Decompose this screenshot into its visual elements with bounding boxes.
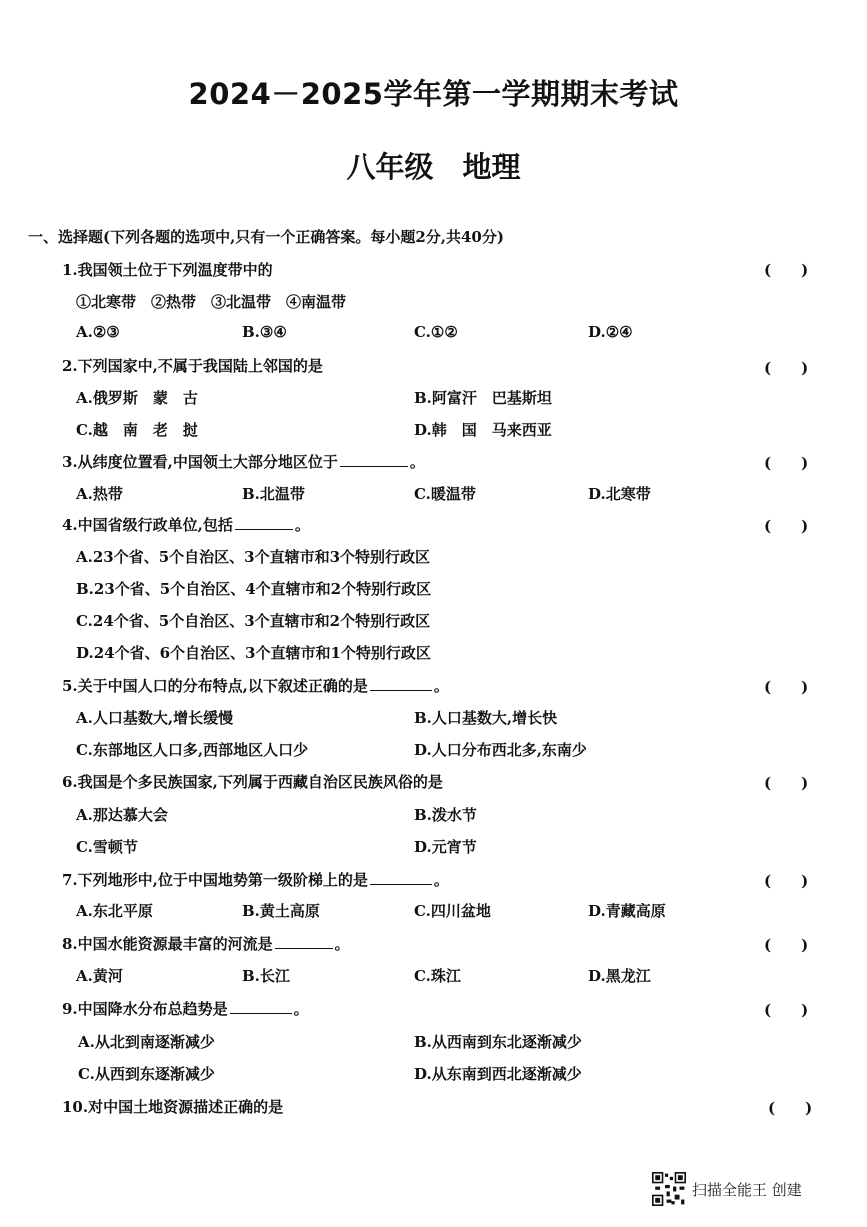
question-stem: 1.我国领土位于下列温度带中的	[62, 261, 273, 279]
answer-paren: ( )	[764, 678, 809, 696]
answer-paren: ( )	[768, 1099, 813, 1117]
option-c: C.暖温带	[414, 485, 476, 503]
answer-paren: ( )	[764, 454, 809, 472]
answer-paren: ( )	[764, 1001, 809, 1019]
option-a: A.东北平原	[76, 902, 153, 920]
option-d: D.韩 国 马来西亚	[414, 421, 552, 439]
option-b: B.23个省、5个自治区、4个直辖市和2个特别行政区	[76, 580, 432, 598]
option-c: C.从西到东逐渐减少	[78, 1065, 215, 1083]
option-d: D.②④	[588, 323, 633, 341]
option-d: D.人口分布西北多,东南少	[414, 741, 587, 759]
question-sub-items: ①北寒带 ②热带 ③北温带 ④南温带	[76, 293, 347, 311]
option-a: A.热带	[76, 485, 123, 503]
option-d: D.黑龙江	[588, 967, 651, 985]
section-heading: 一、选择题(下列各题的选项中,只有一个正确答案。每小题2分,共40分)	[28, 228, 504, 246]
option-d: D.24个省、6个自治区、3个直辖市和1个特别行政区	[76, 644, 431, 662]
option-c: C.越 南 老 挝	[76, 421, 198, 439]
option-b: B.长江	[242, 967, 290, 985]
question-stem: 9.中国降水分布总趋势是 。	[62, 1000, 309, 1018]
option-c: C.四川盆地	[414, 902, 491, 920]
question-stem: 4.中国省级行政单位,包括 。	[62, 516, 310, 534]
question-stem: 5.关于中国人口的分布特点,以下叙述正确的是 。	[62, 677, 449, 695]
option-d: D.元宵节	[414, 838, 477, 856]
option-b: B.北温带	[242, 485, 305, 503]
option-a: A.人口基数大,增长缓慢	[76, 709, 234, 727]
option-c: C.24个省、5个自治区、3个直辖市和2个特别行政区	[76, 612, 431, 630]
option-c: C.珠江	[414, 967, 461, 985]
answer-paren: ( )	[764, 359, 809, 377]
option-b: B.阿富汗 巴基斯坦	[414, 389, 552, 407]
option-d: D.青藏高原	[588, 902, 666, 920]
question-stem: 7.下列地形中,位于中国地势第一级阶梯上的是 。	[62, 871, 449, 889]
option-b: B.从西南到东北逐渐减少	[414, 1033, 582, 1051]
watermark-label: 扫描全能王 创建	[692, 1180, 802, 1199]
answer-paren: ( )	[764, 936, 809, 954]
option-c: C.东部地区人口多,西部地区人口少	[76, 741, 309, 759]
answer-paren: ( )	[764, 774, 809, 792]
scanner-watermark	[652, 1172, 802, 1206]
option-b: B.泼水节	[414, 806, 477, 824]
option-c: C.雪顿节	[76, 838, 138, 856]
question-stem: 6.我国是个多民族国家,下列属于西藏自治区民族风俗的是	[62, 773, 443, 791]
option-c: C.①②	[414, 323, 458, 341]
option-b: B.③④	[242, 323, 287, 341]
question-stem: 8.中国水能资源最丰富的河流是 。	[62, 935, 350, 953]
qr-code-icon	[652, 1172, 686, 1206]
option-a: A.俄罗斯 蒙 古	[76, 389, 198, 407]
question-stem: 10.对中国土地资源描述正确的是	[62, 1098, 284, 1116]
option-b: B.人口基数大,增长快	[414, 709, 558, 727]
question-stem: 3.从纬度位置看,中国领土大部分地区位于 。	[62, 453, 425, 471]
option-b: B.黄土高原	[242, 902, 320, 920]
option-a: A.②③	[76, 323, 120, 341]
answer-paren: ( )	[764, 261, 809, 279]
exam-title: 2024－2025学年第一学期期末考试	[188, 77, 679, 111]
answer-paren: ( )	[764, 517, 809, 535]
option-d: D.北寒带	[588, 485, 651, 503]
answer-paren: ( )	[764, 872, 809, 890]
question-stem: 2.下列国家中,不属于我国陆上邻国的是	[62, 357, 323, 375]
exam-subtitle: 八年级 地理	[346, 150, 521, 184]
option-a: A.23个省、5个自治区、3个直辖市和3个特别行政区	[76, 548, 431, 566]
option-d: D.从东南到西北逐渐减少	[414, 1065, 582, 1083]
option-a: A.黄河	[76, 967, 123, 985]
option-a: A.那达慕大会	[76, 806, 168, 824]
option-a: A.从北到南逐渐减少	[78, 1033, 215, 1051]
